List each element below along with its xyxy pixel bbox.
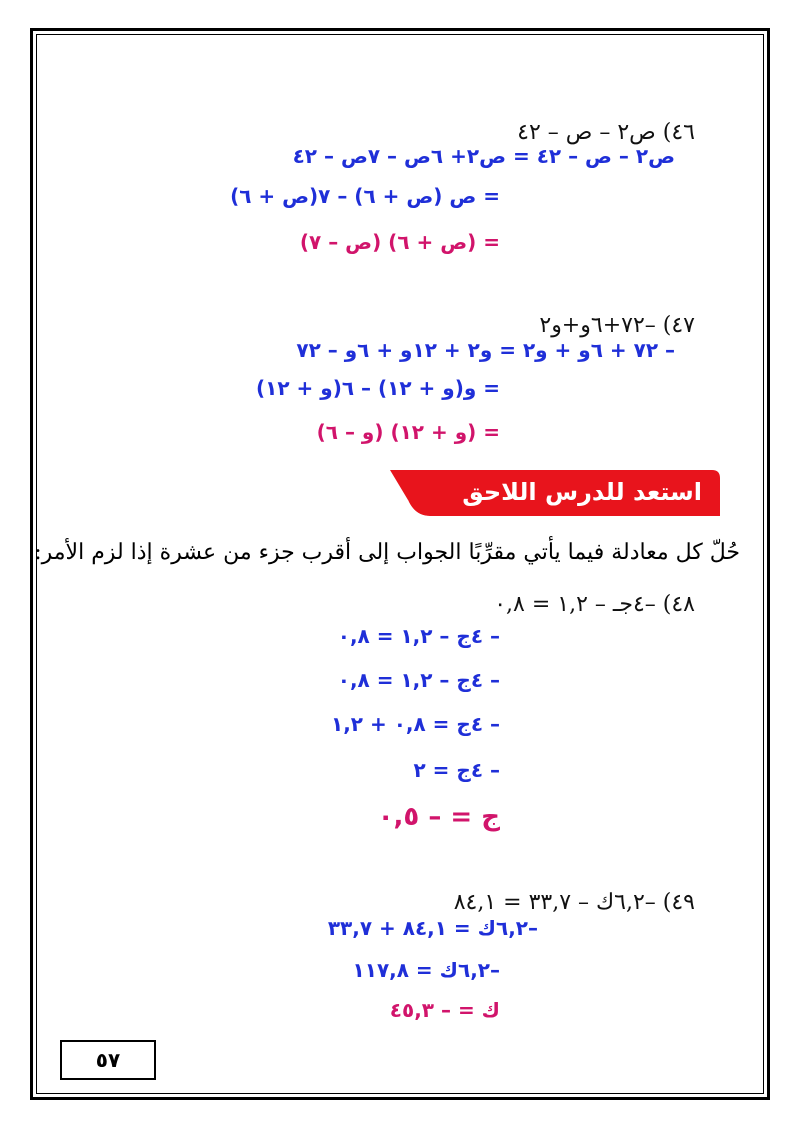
problem-46-step-1: ص٢ – ص – ٤٢ = ص٢+ ٦ص – ٧ص – ٤٢	[292, 144, 675, 168]
problem-48-step-3: – ٤ج = ٠,٨ + ١,٢	[330, 712, 500, 736]
section-instruction: حُلّ كل معادلة فيما يأتي مقرِّبًا الجواب إلى أقرب جزء من عشرة إذا لزم الأمر:	[34, 540, 740, 565]
problem-46-question: ٤٦) ص٢ – ص – ٤٢	[517, 120, 695, 145]
problem-46-answer: = (ص + ٦) (ص – ٧)	[299, 230, 500, 254]
problem-47-step-2: = و(و + ١٢) – ٦(و + ١٢)	[256, 376, 500, 400]
problem-48-step-2: – ٤ج – ١,٢ = ٠,٨	[337, 668, 500, 692]
problem-49-step-2: –٦,٢ك = ١١٧,٨	[352, 958, 500, 982]
problem-47-question: ٤٧) –٧٢+٦و+و٢	[539, 313, 695, 338]
problem-48-answer: ج = – ٠,٥	[377, 802, 500, 832]
problem-49-step-1: –٦,٢ك = ٨٤,١ + ٣٣,٧	[327, 916, 538, 940]
problem-48-step-1: – ٤ج – ١,٢ = ٠,٨	[337, 624, 500, 648]
problem-49-answer: ك = – ٤٥,٣	[389, 998, 500, 1022]
problem-47-answer: = (و + ١٢) (و – ٦)	[316, 420, 500, 444]
problem-46-step-2: = ص (ص + ٦) – ٧(ص + ٦)	[230, 184, 500, 208]
page-number: ٥٧	[60, 1040, 156, 1080]
problem-48-step-4: – ٤ج = ٢	[413, 758, 500, 782]
problem-47-step-1: – ٧٢ + ٦و + و٢ = و٢ + ١٢و + ٦و – ٧٢	[296, 338, 675, 362]
section-title: استعد للدرس اللاحق	[462, 478, 702, 506]
problem-48-question: ٤٨) –٤جـ – ١,٢ = ٠,٨	[494, 592, 695, 617]
problem-49-question: ٤٩) –٦,٢ك – ٣٣,٧ = ٨٤,١	[453, 890, 695, 915]
